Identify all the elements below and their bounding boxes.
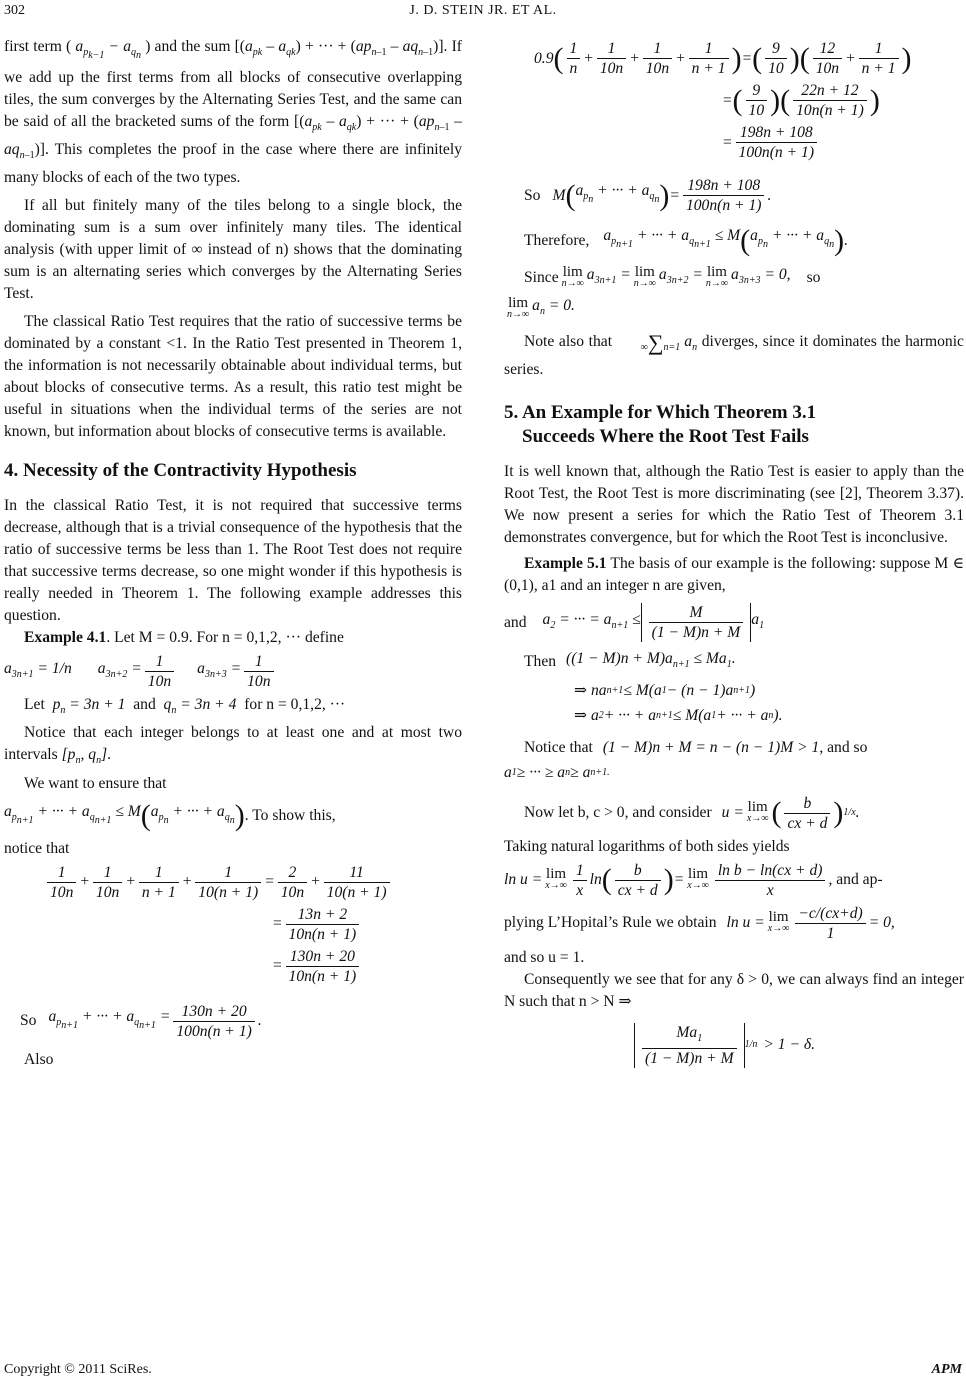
plying-label: plying L’Hopital’s Rule we obtain — [504, 914, 717, 932]
equation-definitions: $a_{3n+1} = 1/n$ $a_{3n+2}$ = $\frac{1}{10n}$ $a_{3n+3}$ = $\frac{1}{10n}$ — [4, 652, 462, 691]
so-label: So — [20, 1012, 37, 1030]
equation-nowlet: Now let b, c > 0, and consider u = lim x→∞ ( b cx + d ) 1/x . — [524, 794, 860, 832]
paragraph: We want to ensure that — [24, 774, 167, 792]
page-header — [0, 0, 966, 26]
equation-so-right: So M ( $a_{p_n}$ + ··· + $a_{q_n}$ ) = 198n + 108 100n(n + 1) . — [524, 177, 772, 214]
for-label: for n = 0,1,2, ··· — [244, 696, 346, 714]
equation-log: ln u = lim x→∞ 1 x ln ( b cx + d ) = lim x→∞ ln b − ln(cx + d) x , and ap- — [504, 861, 883, 899]
paragraph: Let $p_n = 3n + 1$ and $q_n = 3n + 4$ for n = 0,1,2, ··· — [24, 696, 346, 717]
equation-hypothesis: and $a_2$ = ··· = $a_{n+1}$ ≤ $\frac{M}{(1 - M)n + M}$ $a_1$ — [504, 604, 765, 642]
copyright: Copyright © 2011 SciRes. — [4, 1362, 152, 1377]
example-label: Example 5.1 — [524, 555, 607, 573]
then-label: Then — [524, 653, 557, 671]
paragraph: It is well known that, although the Ratio Test is easier to apply than the Root Test, the Root Test is more discriminating (see [2], Theorem 3.37). We now present a series for which the Ratio Test of Theorem 3.1 demonstrates convergence, but for which the Root Test is inconclusive. — [504, 463, 964, 547]
section-heading: 4. Necessity of the Contractivity Hypothesis — [4, 460, 357, 482]
paragraph: The classical Ratio Test requires that the ratio of successive terms be dominated by a constant <1. In the Ratio Test presented in Theorem 1, the information is not necessarily obtainable about individual terms, but about blocks of consecutive terms. As a result, this ratio test might be useful in situations when the individual terms of the series are not known, but information about blocks of consecutive terms is available. — [4, 313, 462, 441]
right-column — [504, 36, 964, 1071]
paragraph: Taking natural logarithms of both sides yields — [504, 837, 790, 855]
notice-label: Notice that — [524, 738, 593, 756]
equation-chain-right: 0.9 ( 1 n + 1 10n + 1 10n + 1 n + 1 ) = ( 9 10 )( 12 10n + 1 n + 1 ) = ( 9 10 )( 22n + 12 10n(n + 1) ) = 198n + 108 100n(n + 1) — [534, 40, 912, 161]
now-let-label: Now let b, c > 0, and consider — [524, 804, 712, 822]
so-label: so — [806, 269, 821, 287]
let-label: Let — [24, 696, 45, 714]
and-label: and — [133, 696, 156, 714]
heading-line: Succeeds Where the Root Test Fails — [522, 426, 809, 448]
and-so-label: , and so — [819, 738, 868, 756]
paragraph: notice that — [4, 839, 70, 857]
therefore-label: Therefore, — [524, 231, 590, 249]
to-show-label: . To show this, — [244, 807, 336, 825]
equation-chain-left: 1 10n + 1 10n + 1 n + 1 + 1 10(n + 1) = 2 10n + 11 10(n + 1) = 13n + 2 10n(n + 1) = 130n + 20 10n(n + 1) — [44, 863, 462, 986]
example-label: Example 4.1 — [24, 629, 107, 647]
equation-lhopital: plying L’Hopital’s Rule we obtain ln u = lim x→∞ $\frac{-c/(cx+d)}{1}$ = 0, — [504, 904, 895, 942]
equation-ordering: a 1 ≥ ··· ≥ a n ≥ a n+1. — [504, 763, 610, 781]
since-label: Since — [524, 269, 559, 287]
equation-limit: lim n→∞ $a_n = 0$. — [507, 295, 575, 321]
equation-implies-2: ⇒ a 2 + ··· + a n+1 ≤ M(a 1 + ··· + a n ). — [574, 706, 783, 724]
notice-label: Notice that each integer belongs to at least one and at most two intervals — [4, 724, 462, 764]
journal-name: APM — [931, 1362, 962, 1377]
left-column — [4, 36, 462, 1071]
equation-therefore: Therefore, $a_{p_{n+1}}$ + ··· + $a_{q_{n+1}} \le M$ ( $a_{p_n}$ + ··· + $a_{q_n}$ ) . — [524, 223, 849, 257]
paragraph: first term ( $a_{p_{k-1}} - a_{q_n}$ ) and the sum [$(a_{pk} - a_{qk})$ + ··· + $(ap_{n-1} - aq_{n-1})$]. If we add up the first terms from all blocks of consecutive overlapping tiles, the sum converges by the Alternating Series Test, and the same can be said of all the bracketed sums of the form [$(a_{pk} - a_{qk})$ + ··· + $(ap_{n-1} - aq_{n-1})$]. This completes the proof in the case where there are infinitely many blocks of each of the two types. — [4, 38, 462, 187]
paragraph: and so u = 1. — [504, 948, 585, 966]
equation-so-left: So $a_{p_{n+1}}$ + ··· + $a_{q_{n+1}}$ = $\frac{130n + 20}{100n(n + 1)}$ . — [20, 1002, 262, 1040]
page-number: 302 — [4, 3, 25, 18]
example-text: The basis of our example is the following: suppose M ∈ (0,1), a1 and an integer n are given, — [504, 555, 964, 595]
equation-since: Since lim n→∞ $a_{3n+1}$ = lim n→∞ $a_{3n+2}$ = lim n→∞ $a_{3n+3} = 0$, so — [524, 264, 821, 290]
paragraph — [4, 627, 462, 649]
diverges-label: diverges, since it dominates the harmonic series. — [504, 333, 964, 379]
equation-then: Then $((1 - M)n + M)a_{n+1} \le Ma_1$. — [504, 648, 964, 676]
heading-line: 5. An Example for Which Theorem 3.1 — [504, 402, 817, 424]
paragraph: If all but finitely many of the tiles belong to a single block, the dominating sum is a sum over infinitely many tiles. The identical analysis (with upper limit of ∞ instead of n) shows that the dominating sum is an alternating series which converges by the Alternating Series Test. — [4, 197, 462, 303]
and-ap-label: , and ap- — [828, 871, 883, 889]
paragraph: In the classical Ratio Test, it is not required that successive terms decrease, although that is a trivial consequence of the hypothesis that the ratio of successive terms be less than 1. The Root Test does not require that successive terms decrease, so one might wonder if this hypothesis is really needed in Theorem 1. The following example addresses this question. — [4, 497, 462, 625]
paragraph: Also — [24, 1050, 54, 1068]
paragraph: Note also that ∞∑n=1 $a_n$ diverges, since it dominates the harmonic series. — [504, 329, 964, 379]
so-label: So — [524, 186, 541, 204]
note-label: Note also that — [524, 333, 613, 351]
paragraph — [504, 553, 964, 597]
equation-implies-1: ⇒ na n+1 ≤ M(a 1 − (n − 1)a n+1 ) — [574, 681, 756, 699]
equation-final: $\frac{Ma_1}{(1 - M)n + M}$ 1/n > 1 − δ. — [634, 1023, 964, 1068]
and-label: and — [504, 613, 527, 631]
equation-inequality: $a_{p_{n+1}}$ + ··· + $a_{q_{n+1}} \le M$ ( $a_{p_n}$ + ··· + $a_{q_n}$ ) . To show this, — [4, 799, 336, 833]
section-heading — [504, 401, 964, 449]
paragraph: Consequently we see that for any δ > 0, we can always find an integer N such that n > N ⇒ — [504, 970, 964, 1010]
running-title: J. D. STEIN JR. ET AL. — [409, 3, 557, 18]
example-text: . Let M = 0.9. For n = 0,1,2, ··· define — [106, 629, 344, 647]
paragraph: Notice that each integer belongs to at least one and at most two intervals [$p_n$, $q_n$]. — [4, 724, 462, 767]
equation-notice: Notice that (1 − M)n + M = n − (n − 1)M > 1 , and so — [504, 737, 964, 759]
